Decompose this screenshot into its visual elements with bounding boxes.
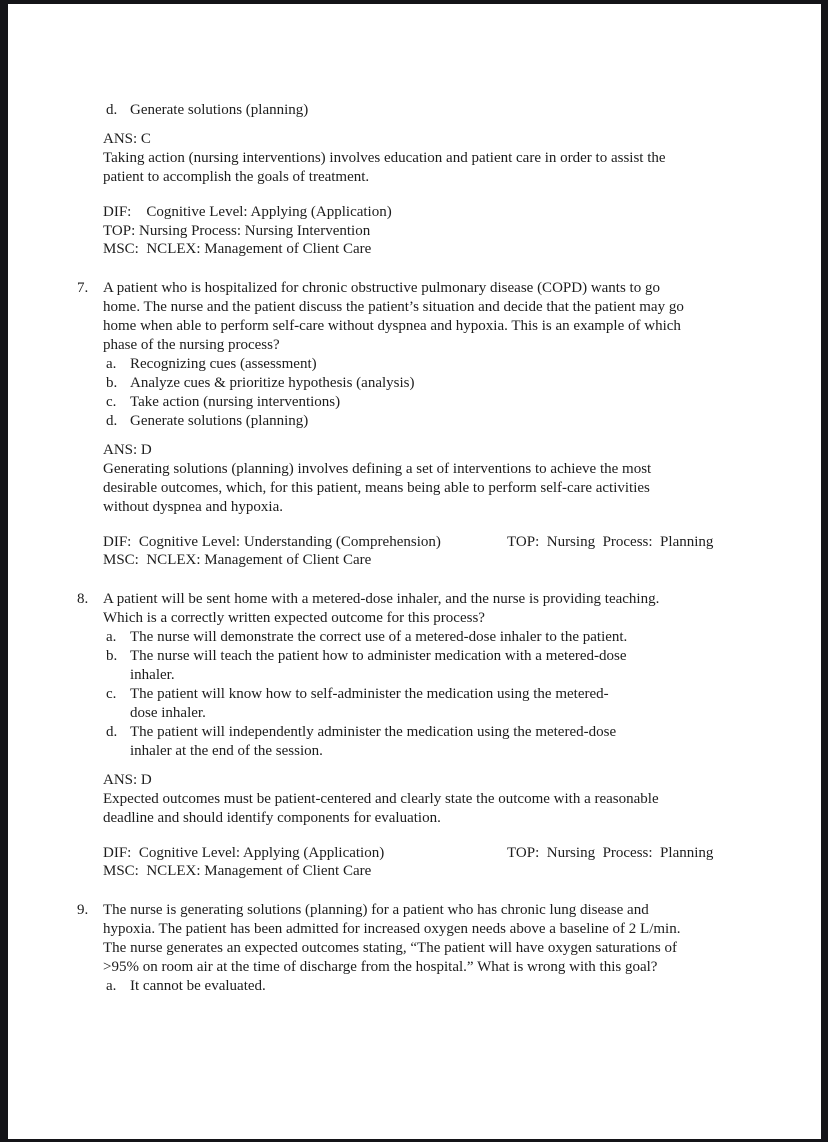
meta-left-text: DIF: Cognitive Level: Applying (Application) (103, 204, 392, 220)
meta-row (103, 862, 751, 881)
option-text-line: dose inhaler. (130, 704, 206, 721)
answer-rationale-line: patient to accomplish the goals of treatment. (103, 169, 370, 185)
answer-block (103, 130, 751, 187)
answer-rationale-line: desirable outcomes, which, for this patient, means being able to perform self-care activities (103, 479, 650, 496)
option-row (106, 101, 751, 120)
option-letter: c. (106, 393, 117, 410)
option-text-line: The patient will independently administer the medication using the metered-dose (130, 723, 617, 740)
meta-left-text: DIF: Cognitive Level: Understanding (Comprehension) (103, 533, 441, 550)
document-content (77, 101, 751, 996)
option-row (106, 628, 751, 647)
meta-block (103, 533, 751, 570)
option-text-line: Analyze cues & prioritize hypothesis (analysis) (130, 374, 415, 391)
question-number: 8. (77, 590, 89, 607)
option-text (130, 685, 751, 723)
option-text-line: Generate solutions (planning) (130, 412, 309, 429)
meta-right-text: TOP: Nursing Process: Planning (507, 844, 714, 861)
question-text (103, 279, 751, 355)
question-text (103, 901, 751, 977)
option-text-line: Generate solutions (planning) (130, 102, 309, 118)
meta-left-text: MSC: NCLEX: Management of Client Care (103, 863, 372, 879)
meta-left-text: MSC: NCLEX: Management of Client Care (103, 552, 372, 568)
option-text (130, 355, 751, 374)
option-row (106, 685, 751, 723)
meta-row (103, 203, 751, 222)
option-letter: a. (106, 355, 117, 372)
meta-row (103, 222, 751, 241)
meta-right-text: TOP: Nursing Process: Planning (507, 533, 714, 550)
option-text (130, 393, 751, 412)
meta-block (103, 203, 751, 259)
option-letter: b. (106, 647, 118, 664)
question-text-line: phase of the nursing process? (103, 336, 280, 353)
question-text-line: A patient who is hospitalized for chronic obstructive pulmonary disease (COPD) wants to go (103, 279, 660, 296)
option-letter: a. (106, 977, 117, 994)
option-letter: d. (106, 412, 118, 429)
meta-left-text: MSC: NCLEX: Management of Client Care (103, 241, 372, 257)
document-page (8, 4, 821, 1139)
option-text-line: The nurse will teach the patient how to administer medication with a metered-dose (130, 647, 627, 664)
option-text-line: The patient will know how to self-administer the medication using the metered- (130, 685, 609, 702)
option-letter: d. (106, 102, 118, 118)
option-text-line: The nurse will demonstrate the correct use of a metered-dose inhaler to the patient. (130, 628, 628, 645)
question-item (77, 901, 751, 996)
answer-rationale-line: Expected outcomes must be patient-centered and clearly state the outcome with a reasonable (103, 790, 659, 807)
question-text-line: A patient will be sent home with a metered-dose inhaler, and the nurse is providing teaching. (103, 590, 660, 607)
answer-rationale-line: Generating solutions (planning) involves defining a set of interventions to achieve the most (103, 460, 652, 477)
option-row (106, 977, 751, 996)
answer-rationale-line: without dyspnea and hypoxia. (103, 498, 283, 515)
question-text-line: The nurse generates an expected outcomes stating, “The patient will have oxygen saturations of (103, 939, 677, 956)
meta-row (103, 551, 751, 570)
option-list (106, 977, 751, 996)
option-text-line: Take action (nursing interventions) (130, 393, 341, 410)
meta-row (103, 240, 751, 259)
answer-label: ANS: C (103, 131, 151, 147)
answer-label: ANS: D (103, 771, 152, 788)
option-letter: d. (106, 723, 118, 740)
answer-block (103, 771, 751, 828)
meta-row (103, 844, 751, 863)
question-text-line: hypoxia. The patient has been admitted for increased oxygen needs above a baseline of 2 L/min. (103, 920, 681, 937)
meta-block (103, 844, 751, 881)
option-text-line: inhaler at the end of the session. (130, 742, 323, 759)
question-item (77, 590, 751, 761)
option-row (106, 723, 751, 761)
option-letter: b. (106, 374, 118, 391)
option-text (130, 723, 751, 761)
option-text (130, 374, 751, 393)
option-text-line: It cannot be evaluated. (130, 977, 266, 994)
question-text-line: home when able to perform self-care without dyspnea and hypoxia. This is an example of which (103, 317, 681, 334)
question-number: 9. (77, 901, 89, 918)
option-list (106, 628, 751, 761)
option-row (106, 355, 751, 374)
option-row (106, 647, 751, 685)
option-letter: a. (106, 628, 117, 645)
option-text (130, 412, 751, 431)
question-number: 7. (77, 279, 89, 296)
question-text-line: home. The nurse and the patient discuss the patient’s situation and decide that the patient may go (103, 298, 684, 315)
option-letter: c. (106, 685, 117, 702)
option-row (106, 393, 751, 412)
option-text (130, 101, 751, 120)
question-text-line: Which is a correctly written expected outcome for this process? (103, 609, 485, 626)
option-text (130, 647, 751, 685)
answer-rationale-line: deadline and should identify components for evaluation. (103, 809, 441, 826)
question-item (77, 279, 751, 431)
meta-left-text: TOP: Nursing Process: Nursing Intervention (103, 222, 371, 239)
question-text (103, 590, 751, 628)
question-text-line: >95% on room air at the time of discharge from the hospital.” What is wrong with this goal? (103, 958, 658, 975)
answer-label: ANS: D (103, 441, 152, 458)
option-text-line: inhaler. (130, 666, 175, 683)
option-list (106, 355, 751, 431)
answer-block (103, 441, 751, 517)
question-text-line: The nurse is generating solutions (planning) for a patient who has chronic lung disease and (103, 901, 649, 918)
meta-row (103, 533, 751, 552)
question-options-fragment (106, 101, 751, 120)
option-row (106, 374, 751, 393)
meta-left-text: DIF: Cognitive Level: Applying (Application) (103, 844, 385, 861)
option-row (106, 412, 751, 431)
option-text (130, 628, 751, 647)
option-text-line: Recognizing cues (assessment) (130, 355, 317, 372)
option-text (130, 977, 751, 996)
answer-rationale-line: Taking action (nursing interventions) involves education and patient care in order to assist the (103, 150, 666, 166)
